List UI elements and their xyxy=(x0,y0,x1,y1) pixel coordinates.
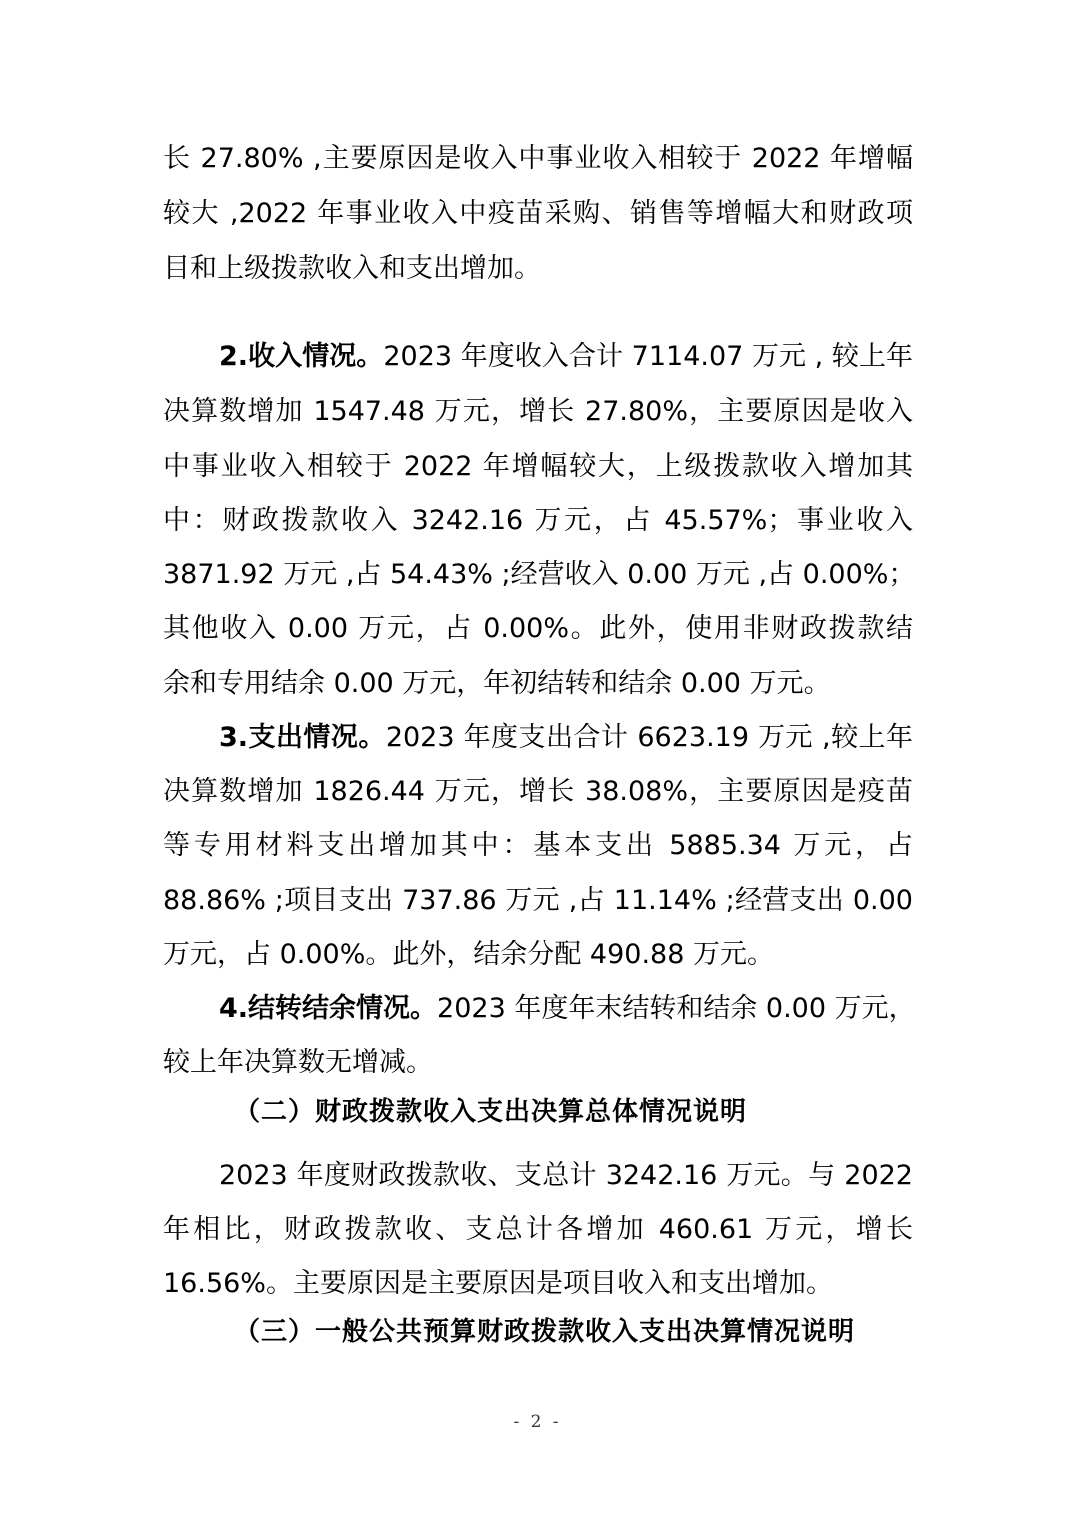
paragraph-4-line-1 xyxy=(219,992,916,1026)
paragraph-5-line-1: 2023 年度财政拨款收、支总计 3242.16 万元。与 2022 xyxy=(219,1160,913,1191)
paragraph-5-line-3: 16.56%。主要原因是主要原因是项目收入和支出增加。 xyxy=(163,1268,833,1299)
paragraph-1-line-2: 较大 ,2022 年事业收入中疫苗采购、销售等增幅大和财政项 xyxy=(163,198,913,229)
paragraph-5-line-2: 年相比，财政拨款收、支总计各增加 460.61 万元，增长 xyxy=(163,1214,913,1245)
paragraph-3-line-3: 等专用材料支出增加其中：基本支出 5885.34 万元，占 xyxy=(163,830,913,861)
paragraph-2-line-7: 余和专用结余 0.00 万元，年初结转和结余 0.00 万元。 xyxy=(163,668,831,699)
paragraph-2-first-rest: 2023 年度收入合计 7114.07 万元 , 较上年 xyxy=(383,341,913,372)
paragraph-3-first-rest: 2023 年度支出合计 6623.19 万元 ,较上年 xyxy=(385,722,913,753)
section-heading-3: （三）一般公共预算财政拨款收入支出决算情况说明 xyxy=(234,1317,856,1347)
paragraph-4-line-2: 较上年决算数无增减。 xyxy=(163,1047,433,1078)
paragraph-2-line-3: 中事业收入相较于 2022 年增幅较大，上级拨款收入增加其 xyxy=(163,451,913,482)
paragraph-3-lead: 3.支出情况。 xyxy=(219,722,386,753)
paragraph-3-line-5: 万元，占 0.00%。此外，结余分配 490.88 万元。 xyxy=(163,939,774,970)
section-heading-2: （二）财政拨款收入支出决算总体情况说明 xyxy=(234,1097,748,1127)
paragraph-2-line-1 xyxy=(219,340,913,374)
paragraph-1-line-1: 长 27.80% ,主要原因是收入中事业收入相较于 2022 年增幅 xyxy=(163,143,913,174)
paragraph-2-line-2: 决算数增加 1547.48 万元，增长 27.80%，主要原因是收入 xyxy=(163,396,913,427)
paragraph-2-line-6: 其他收入 0.00 万元，占 0.00%。此外，使用非财政拨款结 xyxy=(163,613,913,644)
page-number: - 2 - xyxy=(513,1412,562,1432)
paragraph-2-line-4: 中：财政拨款收入 3242.16 万元，占 45.57%；事业收入 xyxy=(163,505,913,536)
paragraph-3-line-1 xyxy=(219,721,913,755)
paragraph-4-lead: 4.结转结余情况。 xyxy=(219,993,438,1024)
paragraph-2-line-5: 3871.92 万元 ,占 54.43% ;经营收入 0.00 万元 ,占 0.00%； xyxy=(163,559,916,590)
paragraph-4-first-rest: 2023 年度年末结转和结余 0.00 万元， xyxy=(437,993,916,1024)
paragraph-1-line-3: 目和上级拨款收入和支出增加。 xyxy=(163,253,541,284)
paragraph-3-line-2: 决算数增加 1826.44 万元，增长 38.08%，主要原因是疫苗 xyxy=(163,776,913,807)
paragraph-3-line-4: 88.86% ;项目支出 737.86 万元 ,占 11.14% ;经营支出 0.00 xyxy=(163,885,913,916)
paragraph-2-lead: 2.收入情况。 xyxy=(219,341,384,372)
